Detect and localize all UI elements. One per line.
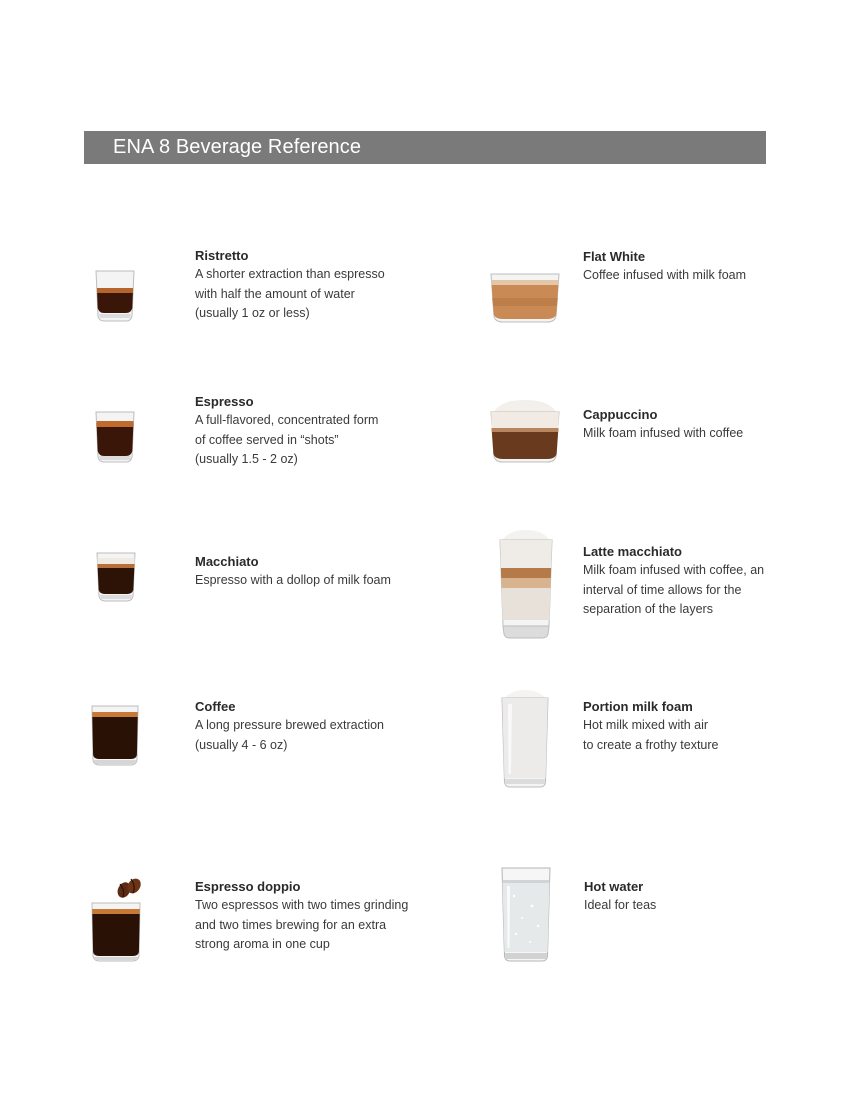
coffee-glass-icon: [90, 704, 140, 768]
beverage-name: Macchiato: [195, 554, 259, 569]
beverage-name: Coffee: [195, 699, 236, 714]
page-title: ENA 8 Beverage Reference: [113, 136, 362, 158]
beverage-name: Portion milk foam: [583, 699, 693, 714]
beverage-description: Ideal for teas: [584, 898, 657, 912]
macchiato-glass-icon: [94, 550, 138, 604]
beverage-name: Hot water: [584, 879, 644, 894]
beverage-description: Milk foam infused with coffee, an interval of time allows for the separation of the layers: [583, 563, 765, 616]
beverage-description: Espresso with a dollop of milk foam: [195, 573, 391, 587]
latte-macchiato-glass-icon: [498, 530, 554, 642]
cappuccino-glass-icon: [489, 398, 561, 464]
beverage-description: Coffee infused with milk foam: [583, 268, 747, 282]
flat-white-glass-icon: [489, 272, 561, 324]
beverage-name: Espresso doppio: [195, 879, 301, 894]
beverage-description: Two espressos with two times grinding and two times brewing for an extra strong aroma in one cup: [195, 898, 409, 951]
espresso-glass-icon: [93, 409, 137, 465]
beverage-name: Espresso: [195, 394, 254, 409]
beverage-description: Hot milk mixed with air to create a frothy texture: [583, 718, 719, 752]
beverage-description: A full-flavored, concentrated form of coffee served in “shots” (usually 1.5 - 2 oz): [195, 413, 379, 466]
beverage-description: A long pressure brewed extraction (usually 4 - 6 oz): [195, 718, 384, 752]
beverage-name: Cappuccino: [583, 407, 658, 422]
beverage-name: Latte macchiato: [583, 544, 682, 559]
ristretto-glass-icon: [93, 268, 137, 324]
espresso-doppio-glass-icon: [90, 876, 142, 964]
hot-water-glass-icon: [500, 866, 552, 964]
header-bar: [84, 131, 766, 164]
beverage-description: Milk foam infused with coffee: [583, 426, 744, 440]
beverage-description: A shorter extraction than espresso with half the amount of water (usually 1 oz or less): [195, 267, 385, 320]
beverage-name: Ristretto: [195, 248, 249, 263]
milk-foam-glass-icon: [500, 690, 550, 790]
beverage-name: Flat White: [583, 249, 646, 264]
